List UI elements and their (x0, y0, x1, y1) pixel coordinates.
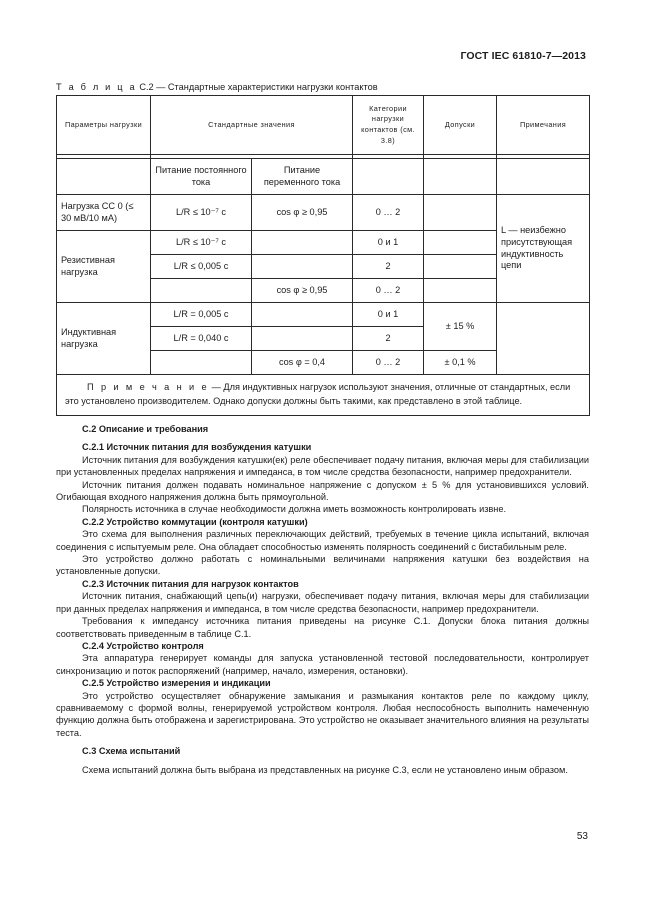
row-dc-value: L/R = 0,040 с (151, 327, 252, 351)
section-heading-c25: С.2.5 Устройство измерения и индикации (82, 678, 271, 689)
load-characteristics-table (56, 95, 590, 416)
row-category: 0 … 2 (353, 279, 424, 303)
row-ac-value: cos φ ≥ 0,95 (252, 279, 353, 303)
paragraph: Источник питания, снабжающий цепь(и) нагрузки, обеспечивает подачу питания, включая меры для стабилизации при данных пределах напряжения и импеданса, в том числе средства безопасности, например предохранители. (56, 591, 589, 614)
header-notes: Примечания (497, 96, 590, 155)
table-caption (56, 82, 378, 92)
row-param: Индуктивная нагрузка (57, 303, 151, 375)
row-param: Резистивная нагрузка (57, 231, 151, 303)
table-subheader-row (57, 159, 590, 195)
row-category: 2 (353, 327, 424, 351)
table-row (57, 303, 590, 327)
row-dc-value: L/R ≤ 10⁻⁷ с (151, 195, 252, 231)
paragraph: Источник питания для возбуждения катушки(ек) реле обеспечивает подачу питания, включая меры для стабилизации при установленных пределах напряжения и импеданса, в том числе средства безопасности, например предохранители. (56, 454, 589, 478)
document-body (56, 423, 589, 776)
subheader-dc: Питание постоянного тока (151, 159, 252, 195)
row-remark: L — неизбежно присутствующая индуктивность цепи (497, 195, 590, 303)
header-standard-values: Стандартные значения (151, 96, 353, 155)
table-header-row (57, 96, 590, 155)
row-category: 0 и 1 (353, 303, 424, 327)
row-dc-value: L/R ≤ 10⁻⁷ с (151, 231, 252, 255)
page-number: 53 (576, 831, 588, 842)
table-caption-text: С.2 — Стандартные характеристики нагрузки контактов (139, 82, 378, 92)
header-tolerances: Допуски (424, 96, 497, 155)
paragraph: Схема испытаний должна быть выбрана из представленных на рисунке С.3, если не установлено иным образом. (82, 764, 568, 775)
row-tolerance: ± 0,1 % (424, 351, 497, 375)
row-ac-value: cos φ ≥ 0,95 (252, 195, 353, 231)
row-category: 0 … 2 (353, 351, 424, 375)
paragraph: Это устройство осуществляет обнаружение замыкания и размыкания контактов реле по каждому циклу, сравниваемому с формой волны, генерируемой устройством контроля. Любая неспособность выполнить намеченную функцию должна быть отображена и зарегистрирована. Это устройство не оказывает значительного влияния на результаты теста. (56, 690, 589, 738)
row-tolerance: ± 15 % (424, 303, 497, 351)
row-dc-value: L/R ≤ 0,005 с (151, 255, 252, 279)
table-note-row (57, 375, 590, 416)
row-dc-value: L/R = 0,005 с (151, 303, 252, 327)
row-category: 0 и 1 (353, 231, 424, 255)
row-param: Нагрузка СС 0 (≤ 30 мВ/10 мА) (57, 195, 151, 231)
row-category: 2 (353, 255, 424, 279)
paragraph: Это устройство должно работать с номинальными величинами напряжения катушки без воздействия на установленные допуски. (56, 554, 589, 577)
table-caption-label: Т а б л и ц а (56, 82, 137, 92)
table-row (57, 195, 590, 231)
document-code: ГОСТ IEC 61810-7—2013 (460, 50, 586, 62)
table-note (57, 375, 590, 416)
table-note-label: П р и м е ч а н и е (87, 382, 210, 392)
section-heading-c22: С.2.2 Устройство коммутации (контроля катушки) (82, 516, 308, 527)
row-category: 0 … 2 (353, 195, 424, 231)
table-note-text: — Для индуктивных нагрузок используют значения, отличные от стандартных, если это установлено производителем. Однако допуски должны быть такими, как представлено в этой таблице. (65, 382, 571, 406)
section-heading-c24: С.2.4 Устройство контроля (82, 640, 204, 651)
section-heading-c2: С.2 Описание и требования (82, 424, 209, 434)
paragraph: Полярность источника в случае необходимости должна иметь возможность контролировать извне. (82, 504, 507, 515)
section-heading-c3: С.3 Схема испытаний (82, 746, 181, 757)
paragraph: Это схема для выполнения различных переключающих действий, требуемых в течение цикла испытаний, включая соединения с испытуемым реле. Она обладает способностью изменять полярность соединений с бистабильным реле. (56, 529, 589, 552)
header-params: Параметры нагрузки (57, 96, 151, 155)
row-ac-value: cos φ = 0,4 (252, 351, 353, 375)
paragraph: Источник питания должен подавать номинальное напряжение с допуском ± 5 % для установившихся условий. Огибающая входного напряжения должна быть прямоугольной. (56, 479, 589, 503)
paragraph: Эта аппаратура генерирует команды для запуска установленной тестовой последовательности, контролирует синхронизацию и поток распоряжений (например, начало, измерения, остановки). (56, 653, 589, 676)
section-heading-c23: С.2.3 Источник питания для нагрузок контактов (82, 578, 299, 589)
paragraph: Требования к импедансу источника питания приведены на рисунке С.1. Допуски блока питания должны соответствовать приведенным в таблице С.1. (56, 616, 589, 639)
section-heading-c21: С.2.1 Источник питания для возбуждения катушки (82, 442, 312, 453)
header-category: Категории нагрузки контактов (см. 3.8) (353, 96, 424, 155)
subheader-ac: Питание переменного тока (252, 159, 353, 195)
